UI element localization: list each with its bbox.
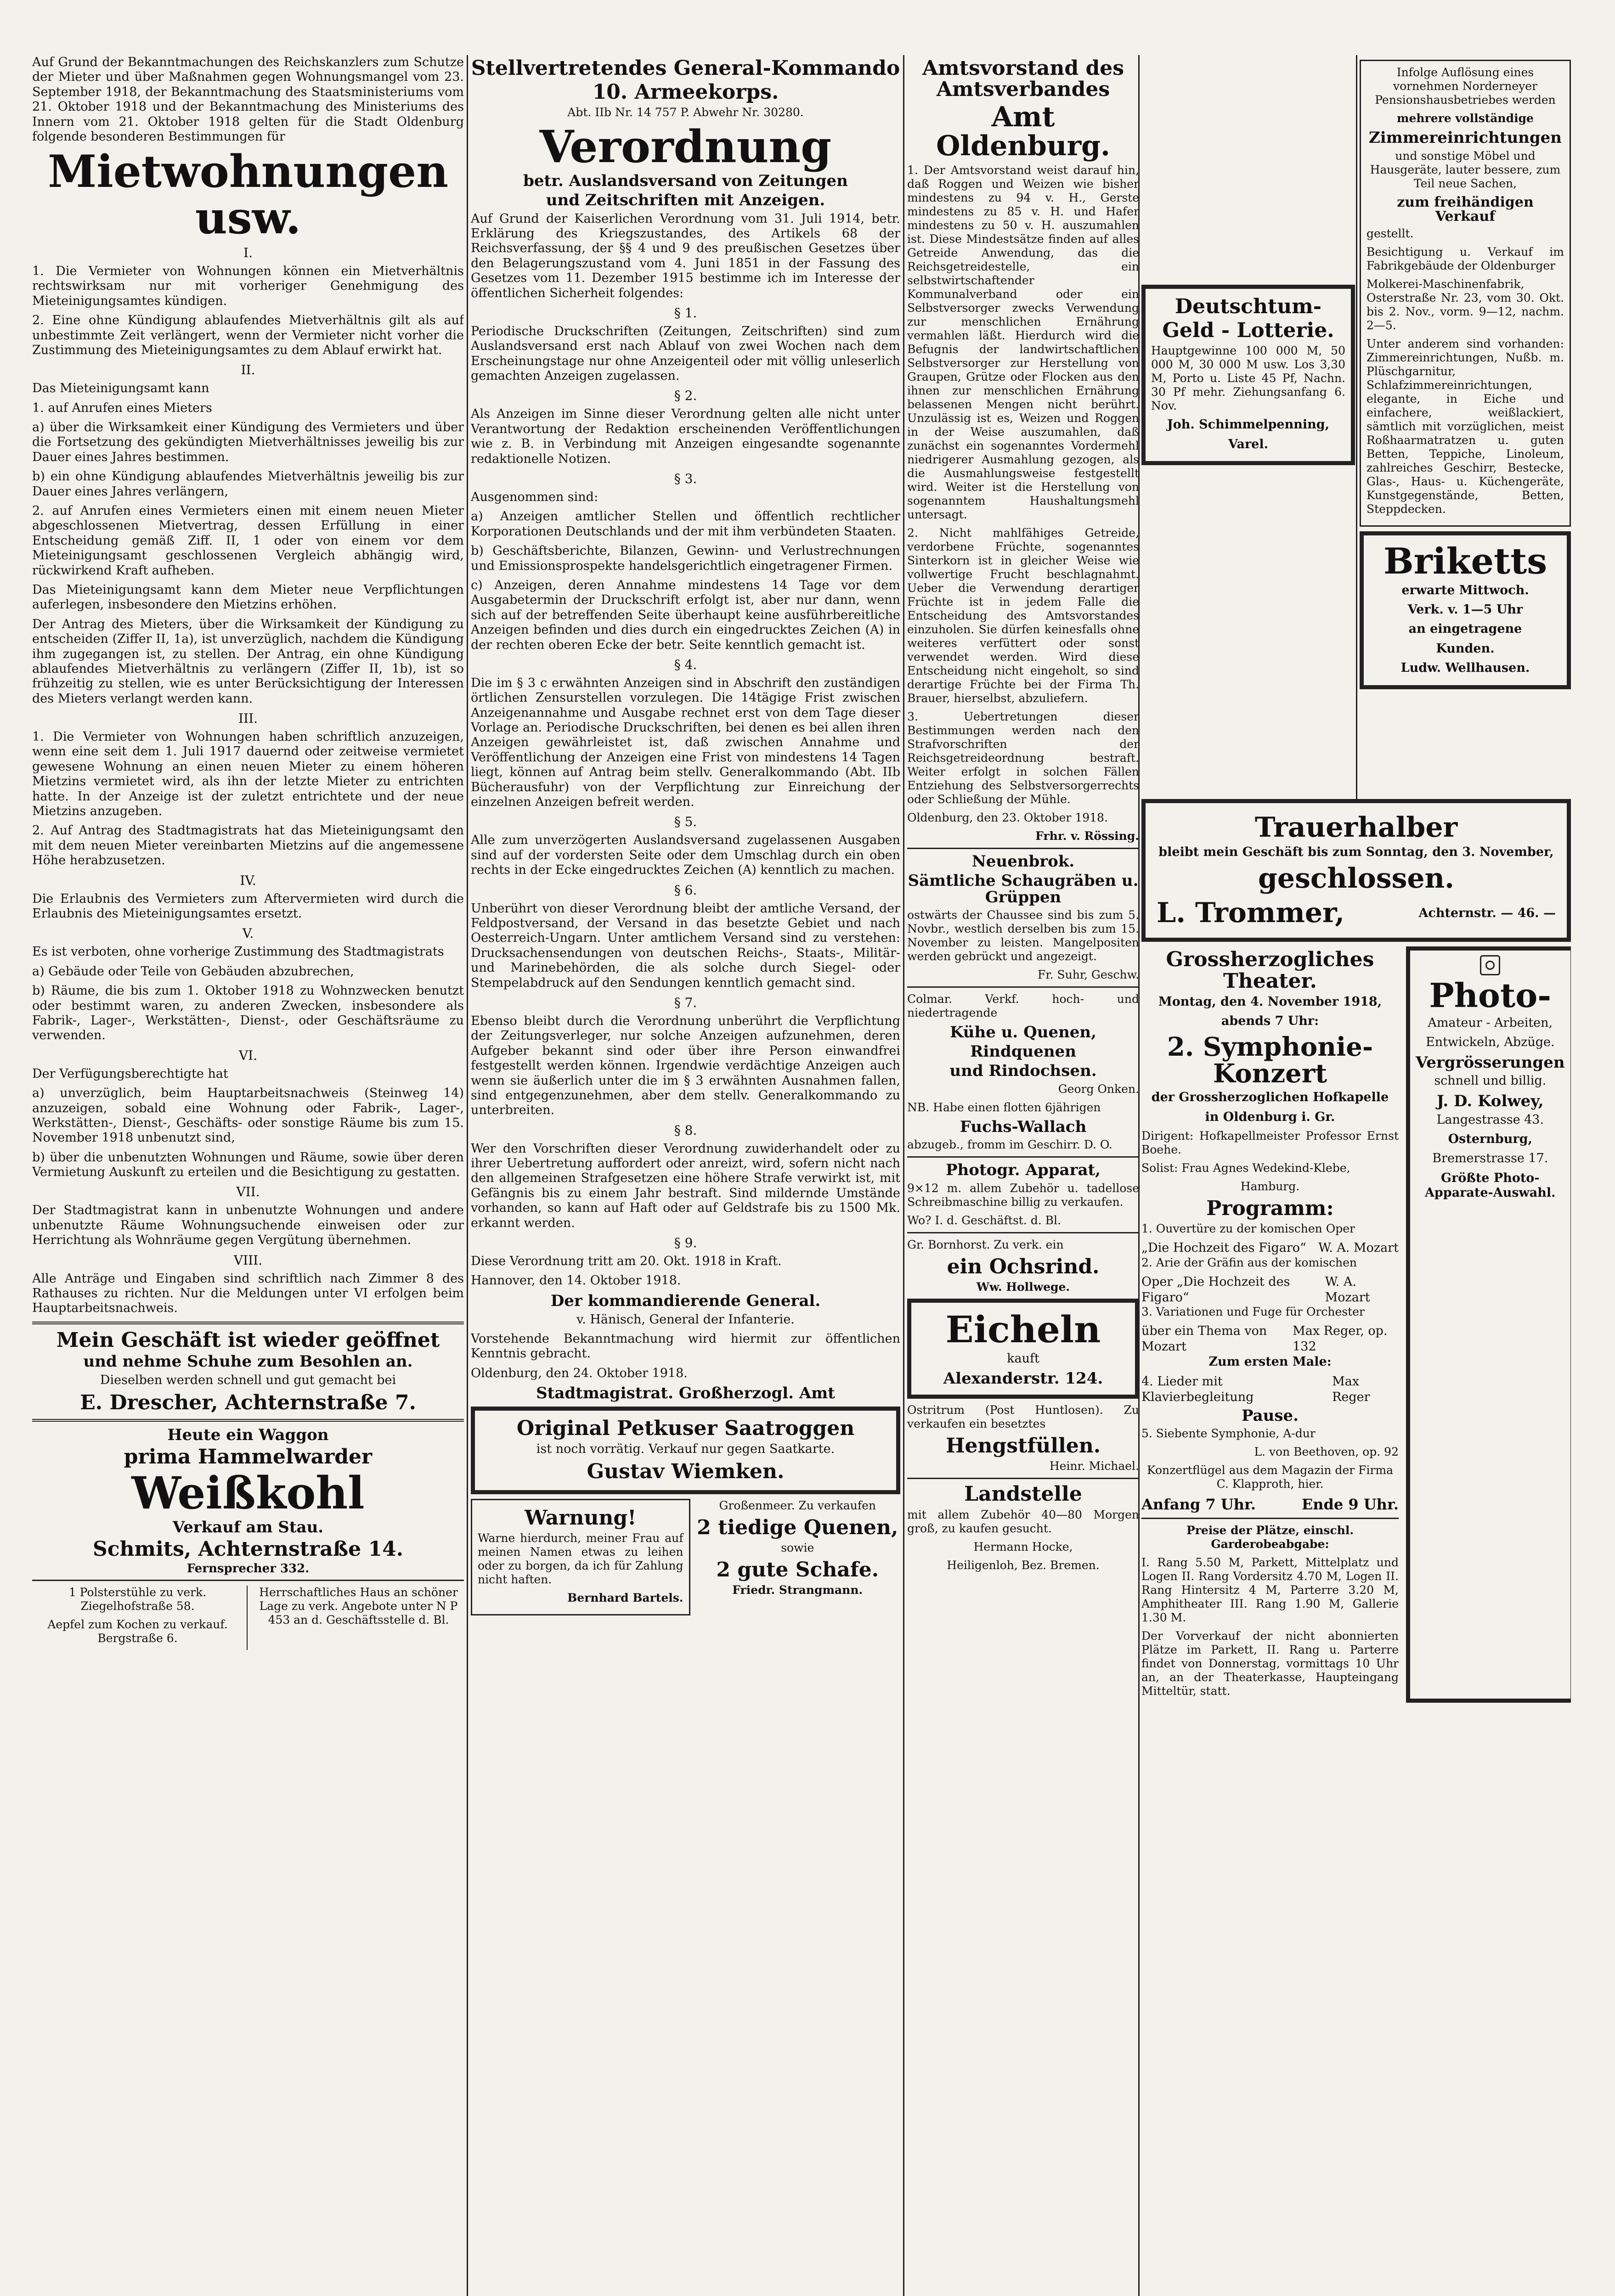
prices-heading: Preise der Plätze, einschl. Garderobeabgabe:	[1186, 1524, 1354, 1551]
column-rule	[467, 55, 468, 2296]
ad-title: Photo-	[1429, 976, 1552, 1015]
ad-text: Entwickeln, Abzüge.	[1425, 1035, 1555, 1050]
section-number: II.	[241, 362, 255, 378]
ad-title: Landstelle	[964, 1482, 1082, 1506]
ad-text: Molkerei-Maschinenfabrik, Osterstraße Nr. 23, vom 30. Okt. bis 2. Nov., vorm. 9—12, nachm. 2—5.	[1367, 277, 1564, 332]
program-item: 2. Arie der Gräfin aus der komischen	[1141, 1255, 1357, 1269]
presale-note: Der Vorverkauf der nicht abonnierten Plätze im Parkett, II. Rang u. Parterre findet von Donnerstag, vormittags 10 Uhr an, an der Theaterkasse, Haupteingang Mitteltür, statt.	[1141, 1629, 1399, 1698]
piano-note: Konzertflügel aus dem Magazin der Firma C. Klapproth, hier.	[1146, 1463, 1394, 1491]
signature-title: Der kommandierende General.	[550, 1291, 821, 1310]
ad-place: Osternburg,	[1448, 1131, 1532, 1146]
program-item: 5. Siebente Symphonie, A-dur	[1141, 1427, 1316, 1441]
ad-text: Infolge Auflösung eines vornehmen Norderneyer Pensionshausbetriebes werden	[1375, 66, 1556, 107]
theater-row	[1141, 946, 1571, 1703]
column-mietwohnungen	[32, 55, 464, 2296]
paragraph: 1. Die Vermieter von Wohnungen können ein Mietverhältnis rechtswirksam nur mit vorheriger Genehmigung des Mieteinigungsamtes kündigen.	[32, 264, 464, 308]
ad-place: Neuenbrok.	[971, 852, 1075, 871]
end-time: Ende 9 Uhr.	[1301, 1496, 1399, 1514]
ad-name: Bernhard Bartels.	[567, 1591, 683, 1604]
ad-photo-apparat	[907, 1162, 1139, 1227]
orchestra: der Grossherzoglichen Hofkapelle	[1151, 1090, 1389, 1105]
program-title: „Die Hochzeit des Figaro“	[1141, 1241, 1306, 1255]
first-time-note: Zum ersten Male:	[1208, 1354, 1332, 1369]
program-item-row	[1141, 1323, 1399, 1355]
ad-title: zum freihändigen Verkauf	[1397, 194, 1534, 225]
ad-title: Trauerhalber	[1254, 811, 1458, 844]
theater-title: Grossherzogliches Theater.	[1166, 948, 1374, 993]
conductor: Dirigent: Hofkapellmeister Professor Ernst Boehe.	[1141, 1129, 1399, 1156]
header-amtsvorstand: Amtsvorstand des Amtsverbandes	[922, 56, 1124, 101]
theater-program	[1141, 946, 1399, 1703]
column-lotterie	[1141, 55, 1355, 799]
ad-title: Kühe u. Quenen,	[950, 1023, 1096, 1042]
ad-title: 2 tiedige Quenen,	[697, 1515, 898, 1539]
ad-title: Mein Geschäft ist wieder geöffnet	[56, 1328, 440, 1352]
program-title: Oper „Die Hochzeit des Figaro“	[1141, 1274, 1290, 1305]
ad-title: Original Petkuser Saatroggen	[516, 1416, 855, 1440]
ad-name-row	[1157, 896, 1556, 930]
ad-text: Großenmeer. Zu verkaufen	[719, 1498, 876, 1512]
prices: I. Rang 5.50 M, Parkett, Mittelplatz und Logen II. Rang Vordersitz 4.70 M, Logen II. Rang Hintersitz 4 M, Parterre 3.20 M, Amphitheater III. Rang 1.90 M, Gallerie 1.30 M.	[1141, 1556, 1399, 1625]
ad-text: 9×12 m. allem Zubehör u. tadellose Schreibmaschine billig zu verkaufen.	[907, 1181, 1139, 1209]
divider	[907, 1156, 1139, 1158]
camera-icon	[1416, 955, 1565, 975]
ad-title: Zimmereinrichtungen	[1368, 129, 1562, 147]
ad-title: Vergrösserungen	[1416, 1053, 1565, 1072]
paragraph: 3. Uebertretungen dieser Bestimmungen werden nach den Strafvorschriften der Reichsgetreideordnung bestraft. Weiter erfolgt in solchen Fällen Entziehung des Selbstversorgerrechts oder Schließung der Mühle.	[907, 710, 1139, 806]
paragraph: Das Mieteinigungsamt kann dem Mieter neue Verpflichtungen auferlegen, insbesondere den Mietzins erhöhen.	[32, 582, 464, 612]
paragraph: a) Gebäude oder Teile von Gebäuden abzubrechen,	[32, 964, 354, 979]
paragraph: Die Erlaubnis des Vermieters zum Aftervermieten wird durch die Erlaubnis des Mieteinigungsamtes ersetzt.	[32, 891, 464, 921]
ad-title: Eicheln	[945, 1308, 1101, 1351]
paragraph: 2. Auf Antrag des Stadtmagistrats hat das Mieteinigungsamt den mit dem neuen Mieter vereinbarten Mietzins auf die angemessene Höhe herabzusetzen.	[32, 823, 464, 868]
small-ad-text: Aepfel zum Kochen zu verkauf. Bergstraße 6.	[47, 1618, 228, 1645]
composer: Max Reger, op. 132	[1293, 1324, 1388, 1354]
ad-drescher	[32, 1330, 464, 1413]
composer: W. A. Mozart	[1325, 1274, 1370, 1305]
ad-text: Warne hierdurch, meiner Frau auf meinen Namen etwas zu leihen oder zu borgen, da ich für Zahlung nicht haften.	[478, 1531, 683, 1586]
ad-text: NB. Habe einen flotten 6jährigen	[907, 1100, 1101, 1114]
ad-text: ostwärts der Chaussee sind bis zum 5. Novbr., westlich derselben bis zum 15. November zu leisten. Mangelpositen werden gebrückt und angezeigt.	[907, 908, 1139, 963]
ad-line: Heute ein Waggon	[167, 1426, 329, 1445]
ad-text: erwarte Mittwoch.	[1401, 583, 1529, 597]
section-number: § 5.	[674, 814, 697, 830]
ad-title: 2 gute Schafe.	[716, 1558, 879, 1581]
ad-ochsrind	[907, 1238, 1139, 1294]
program-item-row	[1141, 1374, 1399, 1405]
paragraph: a) Anzeigen amtlicher Stellen und öffentlich rechtlicher Korporationen Deutschlands und der mit ihm verbündeten Staaten.	[471, 509, 900, 539]
ad-name: Hermann Hocke,	[973, 1540, 1073, 1553]
subheadline: betr. Auslandsversand von Zeitungen	[523, 172, 848, 191]
paragraph: 1. Der Amtsvorstand weist darauf hin, daß Roggen und Weizen wie bisher mindestens zu 94 v. H., Gerste mindestens zu 85 v. H. und Hafer mindestens zu 50 v. H. auszumahlen ist. Diese Mindestsätze finden auf alles Getreide Anwendung, das die Reichsgetreidestelle, ein selbstwirtschaftender Kommunalverband oder ein Selbstversorger zwecks Verwendung zur menschlichen Ernährung vermahlen läßt. Hierdurch wird die Befugnis der landwirtschaftlichen Selbstversorger zur Herstellung von Graupen, Grütze oder Flocken aus den ihnen zur menschlichen Ernährung belassenen Mengen nicht berührt. Unzulässig ist es, Weizen und Roggen in der Weise auszumahlen, daß zunächst ein sogenanntes Vordermehl niedrigerer Ausmahlung gezogen, als die Ausmahlungsweise festgestellt wird. Weiter ist die Herstellung von sogenanntem Haushaltungsmehl untersagt.	[907, 163, 1139, 522]
paragraph: Der Verfügungsberechtigte hat	[32, 1066, 228, 1081]
subheadline: und Zeitschriften mit Anzeigen.	[546, 191, 825, 209]
paragraph: b) ein ohne Kündigung ablaufendes Mietverhältnis jeweilig bis zur Dauer eines Jahres verlängern,	[32, 469, 464, 499]
ad-photo-kolwey	[1406, 946, 1571, 1703]
program-heading: Programm:	[1206, 1196, 1334, 1220]
ad-text: schnell und billig.	[1434, 1074, 1547, 1088]
ad-text: Besichtigung u. Verkauf im Fabrikgebäude der Oldenburger	[1367, 245, 1564, 272]
divider	[907, 1232, 1139, 1233]
ad-name: Friedr. Strangmann.	[732, 1583, 863, 1597]
section-number: § 1.	[674, 305, 697, 321]
paragraph: Vorstehende Bekanntmachung wird hiermit zur öffentlichen Kenntnis gebracht.	[471, 1331, 900, 1361]
ad-address: Alexanderstr. 124.	[943, 1369, 1103, 1388]
ad-landstelle	[907, 1484, 1139, 1572]
ad-title: Briketts	[1383, 540, 1547, 582]
paragraph: 1. Die Vermieter von Wohnungen haben schriftlich anzuzeigen, wenn eine seit dem 1. Juli 1917 dauernd oder zeitweise vermietet gewesene Wohnung an einen neuen Mieter zu einem höheren Mietzins vermietet wird, als ihn der letzte Mieter zu entrichten hatte. In der Anzeige ist der zuletzt entrichtete und der neue Mietzins anzugeben.	[32, 730, 464, 819]
ad-name: Fr. Suhr, Geschw.	[1038, 968, 1139, 982]
ad-address: Heiligenloh, Bez. Bremen.	[947, 1558, 1100, 1572]
paragraph: b) über die unbenutzten Wohnungen und Räume, sowie über deren Vermietung Auskunft zu erteilen und die Besichtigung zu gestatten.	[32, 1150, 464, 1180]
pause-note: Pause.	[1241, 1406, 1299, 1425]
ads-row	[471, 1499, 900, 1615]
ad-title: und Rindochsen.	[949, 1061, 1097, 1080]
paragraph: Es ist verboten, ohne vorherige Zustimmung des Stadtmagistrats	[32, 945, 444, 959]
ad-name: E. Drescher, Achternstraße 7.	[80, 1391, 416, 1415]
ad-title: Fuchs-Wallach	[960, 1117, 1087, 1136]
section-number: § 6.	[674, 882, 697, 898]
paragraph: 2. auf Anrufen eines Vermieters einen mit einem neuen Mieter abgeschlossenen Mietvertrag, dessen Erfüllung in einer Entscheidung gemäß Ziff. II, 1 oder von einem vor dem Mieteinigungsamt geschlossenen Vergleich abhängig wird, rückwirkend Kraft aufheben.	[32, 504, 464, 578]
ad-text: Größte Photo-Apparate-Auswahl.	[1424, 1171, 1556, 1200]
ad-title: Hengstfüllen.	[945, 1434, 1101, 1458]
paragraph: 2. Eine ohne Kündigung ablaufendes Mietverhältnis gilt als auf unbestimmte Zeit verlängert, wenn der Vermieter nicht vorher die Zustimmung des Mieteinigungsamtes zu dem Ablauf erwirkt hat.	[32, 313, 464, 357]
ad-text: bleibt mein Geschäft bis zum Sonntag, den 3. November,	[1158, 845, 1554, 859]
ad-text: und sonstige Möbel und Hausgeräte, lauter bessere, zum Teil neue Sachen,	[1370, 149, 1561, 190]
ad-weisskohl	[32, 1427, 464, 1575]
divider	[907, 1478, 1139, 1479]
ad-text: mit allem Zubehör 40—80 Morgen groß, zu kaufen gesucht.	[907, 1508, 1139, 1535]
divider	[32, 1419, 464, 1422]
column-rule	[1356, 55, 1357, 799]
concert-time: abends 7 Uhr:	[1221, 1014, 1319, 1029]
paragraph: a) über die Wirksamkeit einer Kündigung des Vermieters und über die Fortsetzung des gekündigten Mietverhältnisses jeweilig bis zur Dauer eines Jahres bestimmen.	[32, 420, 464, 464]
paragraph: Unberührt von dieser Verordnung bleibt der amtliche Versand, der Feldpostversand, der Versand in das besetzte Gebiet und nach Oesterreich-Ungarn. Unter amtlichem Versand sind zu verstehen: Drucksachensendungen von deutschen Reichs-, Staats-, Militär- und Marinebehörden, die als solche durch Siegel- oder Stempelabdruck auf den Sendungen kenntlich gemacht sind.	[471, 901, 900, 990]
ad-phone: Fernsprecher 332.	[186, 1561, 310, 1576]
ad-line: Verkauf am Stau.	[172, 1518, 324, 1536]
paragraph: b) Geschäftsberichte, Bilanzen, Gewinn- und Verlustrechnungen und Emissionsprospekte handelsgerichtlich eingetragener Firmen.	[471, 544, 900, 573]
ad-address: Langestrasse 43.	[1436, 1112, 1544, 1127]
ad-name: Georg Onken.	[1058, 1082, 1139, 1096]
ad-text: ist noch vorrätig. Verkauf nur gegen Saatkarte.	[536, 1441, 835, 1456]
paragraph: Als Anzeigen im Sinne dieser Verordnung gelten alle nicht unter Verantwortung der Redaktion erscheinenden Veröffentlichungen wie z. B. in Verbindung mit Anzeigen eingesandte sogenannte redaktionelle Notizen.	[471, 407, 900, 466]
ad-name: Joh. Schimmelpenning,	[1167, 417, 1330, 432]
signature: v. Hänisch, General der Infanterie.	[576, 1312, 795, 1327]
section-number: I.	[243, 245, 253, 260]
section-number: § 7.	[674, 995, 697, 1010]
divider	[32, 1322, 464, 1324]
paragraph: Periodische Druckschriften (Zeitungen, Zeitschriften) sind zum Auslandsversand erst nach Ablauf von zwei Wochen nach dem Erscheinungstage nur ohne Anzeigenteil oder mit völlig unleserlich gemachten Anzeigen zugelassen.	[471, 324, 900, 383]
section-number: § 2.	[674, 388, 697, 404]
section-number: IV.	[240, 872, 256, 888]
program-title: 4. Lieder mit Klavierbegleitung	[1141, 1374, 1254, 1404]
ad-title: Rindquenen	[970, 1042, 1076, 1061]
paragraph: Die im § 3 c erwähnten Anzeigen sind in Abschrift den zuständigen örtlichen Zensurstellen vorzulegen. Die 14tägige Frist zwischen Anzeigenannahme und Ausgabe rechnet erst von dem Tage dieser Vorlage an. Periodische Druckschriften, bei denen es bei allen ihren Anzeigen gewährleistet ist, daß zwischen Annahme und Veröffentlichung der Anzeigen eine Frist von mindestens 14 Tagen liegt, können auf Antrag beim stellv. Generalkommando (Abt. IIb Bücherausfuhr) von der Verpflichtung zur Einreichung der einzelnen Anzeigen befreit werden.	[471, 675, 900, 810]
header-armeekorps: 10. Armeekorps.	[592, 80, 779, 104]
paragraph: Das Mieteinigungsamt kann	[32, 381, 209, 396]
program-title: über ein Thema von Mozart	[1141, 1324, 1267, 1354]
ad-text: Dieselben werden schnell und gut gemacht bei	[100, 1373, 396, 1387]
paragraph: 1. auf Anrufen eines Mieters	[32, 400, 212, 415]
ad-title: Warnung!	[525, 1506, 637, 1530]
paragraph: Ebenso bleibt durch die Verordnung unberührt die Verpflichtung der Zeitungsverleger, nur solche Anzeigen aufzunehmen, deren Aufgeber bekannt sind oder über ihre Person einwandfrei festgestellt werden können. Irgendwie verdächtige Anzeigen auch wenn sie äußerlich unter die im § 3 erwähnten Ausnahmen fallen, sind entgegenzunehmen, aber dem stellv. Generalkommando zu unterbreiten.	[471, 1013, 900, 1118]
ad-saatroggen	[471, 1407, 900, 1494]
ad-subtitle: und nehme Schuhe zum Besohlen an.	[83, 1352, 413, 1371]
ad-deutschtum-lotterie	[1141, 285, 1355, 465]
paragraph: Diese Verordnung tritt am 20. Okt. 1918 in Kraft.	[471, 1254, 782, 1269]
section-number: § 8.	[674, 1122, 697, 1138]
paragraph: Wer den Vorschriften dieser Verordnung zuwiderhandelt oder zu ihrer Uebertretung auffordert oder anreizt, wird, sofern nicht nach den allgemeinen Strafgesetzen eine höhere Strafe verwirkt ist, mit Gefängnis bis zu einem Jahr bestraft. Sind mildernde Umstände vorhanden, so kann auf Haft oder auf Geldstrafe bis zu 1500 Mk. erkannt werden.	[471, 1141, 900, 1230]
headline-verordnung: Verordnung	[539, 121, 832, 173]
column-moebel	[1360, 55, 1571, 799]
ad-trauerhalber	[1141, 799, 1571, 942]
ad-text: Colmar. Verkf. hoch- und niedertragende	[907, 992, 1139, 1020]
ad-title: geschlossen.	[1258, 862, 1455, 895]
times-row	[1141, 1496, 1399, 1513]
paragraph: a) unverzüglich, beim Hauptarbeitsnachweis (Steinweg 14) anzuzeigen, sobald eine Wohnung oder Fabrik-, Lager-, Werkstätten-, Dienst-, Geschäfts- oder sonstige Räume bis zum 15. November 1918 unbenutzt sind,	[32, 1086, 464, 1145]
headline-mietwohnungen: Mietwohnungen usw.	[47, 146, 448, 244]
dateline: Hannover, den 14. Oktober 1918.	[471, 1273, 681, 1288]
column-amtsvorstand	[907, 55, 1139, 2296]
small-ad	[253, 1586, 464, 1650]
paragraph: c) Anzeigen, deren Annahme mindestens 14 Tage vor dem Ausgabetermin der Druckschrift erfolgt ist, aber nur dann, wenn sich auf der betreffenden Seite überhaupt keine ausführbereitliche Anzeigen befinden und dies durch ein eingedrucktes Zeichen (A) in der rechten oberen Ecke der betr. Seite kenntlich gemacht ist.	[471, 578, 900, 652]
ad-warnung	[471, 1499, 690, 1615]
ad-name: Heinr. Michael.	[1049, 1459, 1139, 1473]
ad-title: Deutschtum-	[1175, 295, 1322, 318]
small-ads-row	[32, 1586, 464, 1650]
divider	[32, 1580, 464, 1581]
divider	[1141, 1518, 1399, 1519]
composer: Max Reger	[1332, 1374, 1370, 1404]
orchestra-place: in Oldenburg i. Gr.	[1205, 1109, 1335, 1124]
paragraph: b) Räume, die bis zum 1. Oktober 1918 zu Wohnzwecken benutzt oder bestimmt waren, zu anderen Zwecken, insbesondere als Fabrik-, Lager-, Werkstätten-, Dienst-, oder Geschäftsräume zu verwenden.	[32, 984, 464, 1043]
composer: W. A. Mozart	[1318, 1241, 1399, 1255]
ad-title: Sämtliche Schaugräben u. Grüppen	[908, 872, 1139, 906]
reference-number: Abt. IIb Nr. 14 757 P. Abwehr Nr. 30280.	[567, 106, 804, 119]
program-item: 1. Ouvertüre zu der komischen Oper	[1141, 1222, 1355, 1236]
ad-name: Ludw. Wellhausen.	[1400, 661, 1530, 675]
paragraph: Der Antrag des Mieters, über die Wirksamkeit der Kündigung zu entscheiden (Ziffer II, 1a), ist unverzüglich, nachdem die Kündigung ihm zugegangen ist, zu stellen. Der Antrag, ein ohne Kündigung ablaufendes Mietverhältnis zu verlängern (Ziffer II, 1b), ist so frühzeitig zu stellen, wie es unter Berücksichtigung der Interessen des Mieters verlangt werden kann.	[32, 617, 464, 706]
divider	[907, 986, 1139, 988]
ad-briketts	[1360, 531, 1571, 689]
ad-name: Ww. Hollwege.	[976, 1280, 1070, 1294]
ad-text: kauft	[1007, 1351, 1039, 1366]
program-item-row	[1141, 1274, 1399, 1306]
concert-title: 2. Symphonie-Konzert	[1167, 1031, 1373, 1089]
paragraph: 2. Nicht mahlfähiges Getreide, verdorbene Früchte, sogenanntes Sinterkorn ist in gleicher Weise wie vollwertige Frucht beschlagnahmt. Ueber die Verwendung derartiger Früchte ist in jedem Falle die Entscheidung des Amtsvorstandes einzuholen. Sie dürfen keinesfalls ohne weiteres verfüttert oder sonst verwendet werden. Wird diese Entscheidung nicht eingeholt, so sind derartige Früchte bei der Firma Th. Brauer, hierselbst, abzuliefern.	[907, 526, 1139, 705]
ad-address: Bremerstrasse 17.	[1432, 1151, 1548, 1166]
header-general-kommando: Stellvertretendes General-Kommando	[471, 56, 900, 80]
ad-text: Ostritrum (Post Huntlosen). Zu verkaufen ein besetztes	[907, 1403, 1139, 1431]
ad-name: L. Trommer,	[1157, 897, 1345, 929]
paragraph: Alle zum unverzögerten Auslandsversand zugelassenen Ausgaben sind auf der vordersten Seite oder dem Umschlag durch ein oben rechts in der Ecke eingedrucktes Zeichen (A) kenntlich zu machen.	[471, 833, 900, 878]
start-time: Anfang 7 Uhr.	[1141, 1496, 1256, 1514]
column-theater	[1141, 794, 1571, 2296]
paragraph: Alle Anträge und Eingaben sind schriftlich nach Zimmer 8 des Rathauses zu richten. Nur die Meldungen unter VI erfolgen beim Hauptarbeitsnachweis.	[32, 1271, 464, 1316]
ad-text: gestellt.	[1367, 226, 1414, 240]
ad-text: Wo? I. d. Geschäftst. d. Bl.	[907, 1213, 1061, 1227]
authority-footer: Stadtmagistrat. Großherzogl. Amt	[536, 1384, 835, 1403]
ad-text: Amateur - Arbeiten,	[1428, 1015, 1553, 1030]
ad-eicheln	[907, 1299, 1139, 1399]
ad-text: sowie	[781, 1541, 814, 1554]
ad-colmar	[907, 992, 1139, 1152]
section-number: § 9.	[674, 1235, 697, 1251]
section-number: VII.	[236, 1184, 260, 1200]
ad-hengstfuellen	[907, 1403, 1139, 1473]
section-number: § 4.	[674, 657, 697, 672]
column-rule	[903, 55, 904, 2296]
dateline: Oldenburg, den 24. Oktober 1918.	[471, 1366, 688, 1380]
ad-name: Schmits, Achternstraße 14.	[92, 1537, 404, 1561]
composer: L. von Beethoven, op. 92	[1254, 1445, 1399, 1459]
small-ad	[32, 1586, 248, 1650]
paragraph: Ausgenommen sind:	[471, 490, 599, 505]
section-number: III.	[238, 711, 258, 726]
column-verordnung	[471, 55, 900, 2296]
divider	[907, 848, 1139, 849]
ad-text: mehrere vollständige	[1397, 112, 1534, 125]
intro-text: Auf Grund der Bekanntmachungen des Reichskanzlers zum Schutze der Mieter und über Maßnahmen gegen Wohnungsmangel vom 23. September 1918, der Bekanntmachung des Staatsministeriums vom 21. Oktober 1918 und der Bekanntmachung des Ministeriums des Innern vom 21. Oktober 1918 gelten für die Stadt Oldenburg folgende besonderen Bestimmungen für	[32, 55, 464, 144]
ad-zimmereinrichtungen	[1360, 60, 1571, 527]
dateline: Oldenburg, den 23. Oktober 1918.	[907, 811, 1108, 825]
paragraph: Auf Grund der Kaiserlichen Verordnung vom 31. Juli 1914, betr. Erklärung des Kriegszustandes, des Artikels 68 der Reichsverfassung, der §§ 4 und 9 des preußischen Gesetzes über den Belagerungszustand vom 4. Juni 1851 in der Fassung des Gesetzes vom 11. Dezember 1915 bestimme ich im Interesse der öffentlichen Sicherheit folgendes:	[471, 211, 900, 300]
ad-text: Hauptgewinne 100 000 M, 50 000 M, 30 000 M usw. Los 3,30 M, Porto u. Liste 45 Pf, Nachn. 30 Pf mehr. Ziehungsanfang 6. Nov.	[1151, 344, 1345, 413]
ad-text: Kunden.	[1436, 641, 1495, 656]
ad-text: Verk. v. 1—5 Uhr	[1407, 602, 1523, 617]
ad-name: Gustav Wiemken.	[587, 1460, 785, 1484]
paragraph: Der Stadtmagistrat kann in unbenutzte Wohnungen und andere unbenutzte Räume Wohnungsuchende einweisen oder zur Herrichtung als Wohnräume gegen Vergütung übernehmen.	[32, 1203, 464, 1248]
ad-text: an eingetragene	[1408, 622, 1522, 636]
ad-text: Gr. Bornhorst. Zu verk. ein	[907, 1238, 1064, 1251]
header-amt: Amt Oldenburg.	[936, 101, 1110, 163]
section-number: § 3.	[674, 471, 697, 487]
program-item-row	[1141, 1240, 1399, 1256]
soloist-place: Hamburg.	[1240, 1179, 1300, 1193]
ad-line: prima Hammelwarder	[124, 1445, 373, 1469]
ad-text: Unter anderem sind vorhanden: Zimmereinrichtungen, Nußb. m. Plüschgarnitur, Schlafzimmereinrichtungen, elegante, in Eiche und einfachere, weißlackiert, sämtlich mit vorzüglichen, meist Roßhaarmatratzen u. guten Betten, Teppiche, Linoleum, zahlreiches Geschirr, Bestecke, Glas-, Haus- u. Küchengeräte, Kunstgegenstände, Betten, Steppdecken.	[1367, 337, 1564, 516]
ad-title: Weißkohl	[131, 1467, 365, 1519]
soloist: Solist: Frau Agnes Wedekind-Klebe,	[1141, 1161, 1350, 1175]
ad-neuenbrok	[907, 854, 1139, 982]
ad-title: Photogr. Apparat,	[945, 1161, 1101, 1180]
ad-place: Varel.	[1228, 437, 1269, 451]
section-number: VIII.	[233, 1252, 263, 1268]
ad-text: abzugeb., fromm im Geschirr. D. O.	[907, 1138, 1112, 1152]
small-ad-text: 1 Polsterstühle zu verk. Ziegelhofstraße 58.	[68, 1586, 207, 1613]
small-ad-text: Herrschaftliches Haus an schöner Lage zu verk. Angebote unter N P 453 an d. Geschäftsstelle d. Bl.	[259, 1586, 458, 1627]
ad-name: J. D. Kolwey,	[1436, 1092, 1544, 1110]
concert-date: Montag, den 4. November 1918,	[1158, 994, 1382, 1009]
ad-title: ein Ochsrind.	[947, 1255, 1100, 1278]
ad-grossenmeer	[695, 1499, 901, 1615]
program-item: 3. Variationen und Fuge für Orchester	[1141, 1305, 1365, 1319]
section-number: V.	[242, 926, 254, 941]
ad-address: Achternstr. — 46. —	[1418, 906, 1556, 920]
signature: Frhr. v. Rössing.	[1035, 829, 1139, 843]
ad-title: Geld - Lotterie.	[1162, 319, 1334, 343]
section-number: VI.	[238, 1047, 258, 1063]
